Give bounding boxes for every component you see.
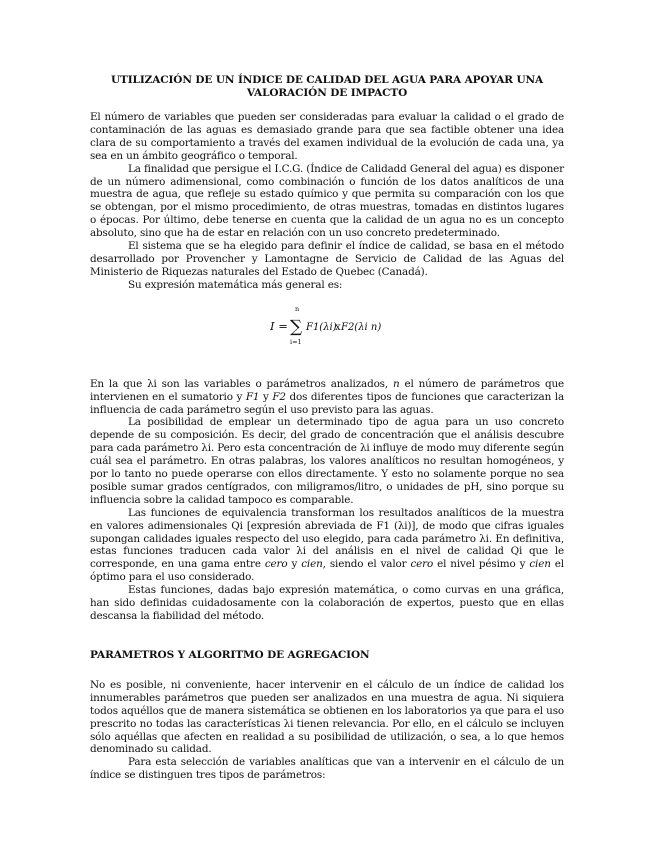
paragraph-funciones-equivalencia: Las funciones de equivalencia transforman los resultados analíticos de la muestra en valores adimensionales Qi [expresión abreviada de F1 (λi)], de modo que cifras iguales supongan calidades iguales respecto del uso elegido, para cada parámetro λi. En definitiva, estas funciones traducen cada valor λi del análisis en el nivel de calidad Qi que le corresponde, en una gama entre cero y cien, siendo el valor cero el nivel pésimo y cien el óptimo para el uso considerado.	[90, 506, 564, 584]
formula-times: x	[335, 321, 341, 333]
paragraph-expresion: Su expresión matemática más general es:	[128, 278, 343, 291]
document-title	[90, 74, 564, 100]
formula-sum-upper: n	[295, 304, 300, 313]
paragraph-sistema: El sistema que se ha elegido para definir el índice de calidad, se basa en el método desarrollado por Provencher y Lamontagne de Servicio de Calidad de las Aguas del Ministerio de Riquezas naturales del Estado de Quebec (Canadá).	[90, 240, 564, 278]
paragraph-expresion-matematica: Estas funciones, dadas bajo expresión matemática, o como curvas en una gráfica, han sido definidas cuidadosamente con la colaboración de expertos, puesto que en ellas descansa la fiabilidad del método.	[90, 584, 564, 622]
formula-term1: F1(λi)	[306, 321, 337, 333]
formula-term2: F2(λi n)	[341, 321, 382, 333]
paragraph-intro: El número de variables que pueden ser consideradas para evaluar la calidad o el grado de contaminación de las aguas es demasiado grande para que sea factible obtener una idea clara de su comportamiento a través del examen individual de la evolución de cada una, ya sea en un ámbito geográfico o temporal.	[90, 111, 564, 162]
title-line-2: VALORACIÓN DE IMPACTO	[246, 87, 408, 99]
formula-svg	[270, 300, 390, 352]
section-heading: PARAMETROS Y ALGORITMO DE AGREGACION	[90, 648, 370, 661]
paragraph-seleccion: Para esta selección de variables analíticas que van a intervenir en el cálculo de un índice se distinguen tres tipos de parámetros:	[90, 756, 564, 782]
sum-sign: ∑	[290, 316, 303, 337]
document-page	[90, 74, 564, 782]
paragraph-finalidad: La finalidad que persigue el I.C.G. (Índice de Calidadd General del agua) es disponer de un número adimensional, como combinación o función de los datos analíticos de una muestra de agua, que refleje su estado químico y que permita su comparación con los que se obtengan, por el mismo procedimiento, de otras muestras, tomadas en distintos lugares o épocas. Por último, debe tenerse en cuenta que la calidad de un agua no es un concepto absoluto, sino que ha de estar en relación con un uso concreto predeterminado.	[90, 162, 564, 240]
title-line-1: UTILIZACIÓN DE UN ÍNDICE DE CALIDAD DEL AGUA PARA APOYAR UNA	[110, 74, 544, 86]
paragraph-variables: En la que λi son las variables o parámetros analizados, n el número de parámetros que intervienen en el sumatorio y F1 y F2 dos diferentes tipos de funciones que caracterizan la influencia de cada parámetro según el uso previsto para las aguas.	[90, 377, 564, 416]
paragraph-parametros: No es posible, ni conveniente, hacer intervenir en el cálculo de un índice de calidad los innumerables parámetros que pueden ser analizados en una muestra de agua. Ni siquiera todos aquéllos que de manera sistemática se obtienen en los laboratorios ya que para el uso prescrito no todas las características λi tienen relevancia. Por ello, en el cálculo se incluyen sólo aquéllas que afecten en realidad a su posibilidad de utilización, o sea, a lo que hemos denominado su calidad.	[90, 678, 564, 756]
formula-block	[90, 300, 564, 352]
paragraph-posibilidad: La posibilidad de emplear un determinado tipo de agua para un uso concreto depende de su composición. Es decir, del grado de concentración que el análisis descubre para cada parámetro λi. Pero esta concentración de λi influye de modo muy diferente según cuál sea el parámetro. En otras palabras, los valores analíticos no resultan homogéneos, y por lo tanto no puede operarse con ellos directamente. Y esto no solamente porque no sea posible sumar grados centígrados, con miligramos/litro, o unidades de pH, sino porque su influencia sobre la calidad tampoco es comparable.	[90, 416, 564, 506]
formula-lhs: I =	[270, 318, 288, 333]
formula-sum-lower: i=1	[290, 337, 302, 346]
